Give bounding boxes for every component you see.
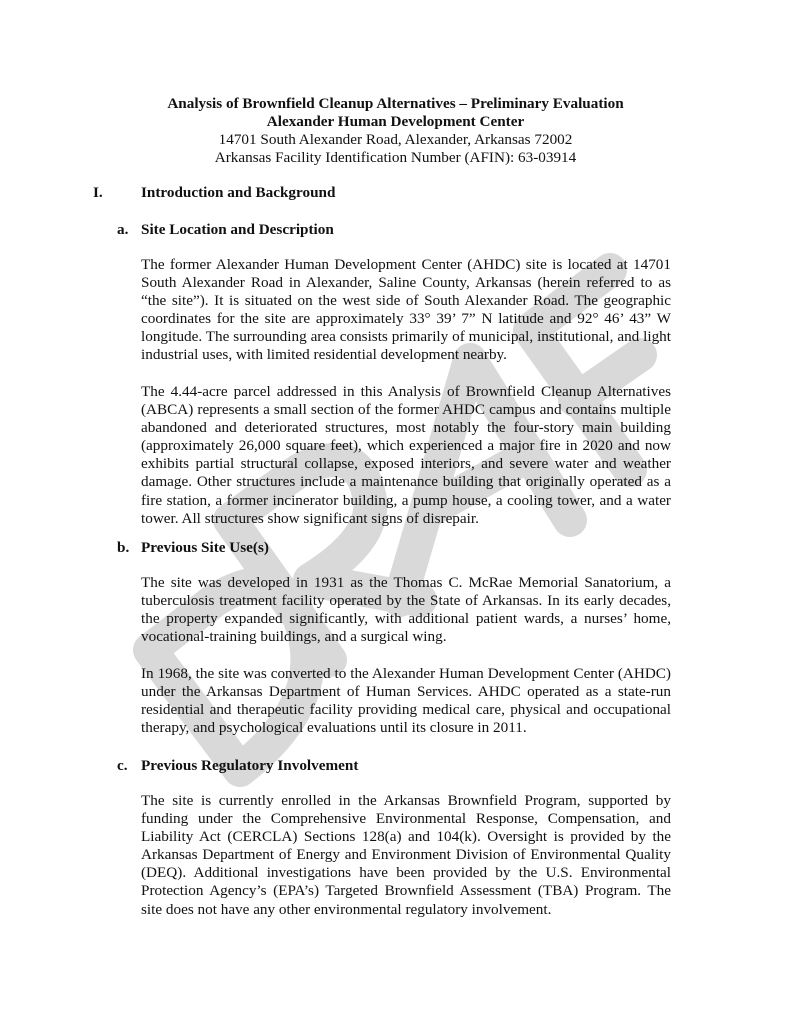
section-number: I. <box>93 184 103 201</box>
paragraph-site-description: The 4.44-acre parcel addressed in this Analysis of Brownfield Cleanup Alternatives (ABCA) represents a small section of the former AHDC campus and contains multiple abandoned and deteriorated structures, most notably the four-story main building (approximately 26,000 square feet), which experienced a major fire in 2020 and now exhibits partial structural collapse, exposed interiors, and severe water and weather damage. Other structures include a maintenance building that originally operated as a fire station, a former incinerator building, a pump house, a cooling tower, and a water tower. All structures show significant signs of disrepair. <box>141 383 671 527</box>
document-title: Analysis of Brownfield Cleanup Alternatives – Preliminary Evaluation <box>167 95 624 112</box>
site-address: 14701 South Alexander Road, Alexander, Arkansas 72002 <box>218 131 573 148</box>
afin-number: Arkansas Facility Identification Number (AFIN): 63-03914 <box>214 149 577 166</box>
paragraph-site-location: The former Alexander Human Development Center (AHDC) site is located at 14701 South Alexander Road in Alexander, Saline County, Arkansas (herein referred to as “the site”). It is situated on the west side of South Alexander Road. The geographic coordinates for the site are approximately 33° 39’ 7” N latitude and 92° 46’ 43” W longitude. The surrounding area consists primarily of municipal, institutional, and light industrial uses, with limited residential development nearby. <box>141 256 671 364</box>
paragraph-ahdc-history: In 1968, the site was converted to the Alexander Human Development Center (AHDC) under the Arkansas Department of Human Services. AHDC operated as a state-run residential and therapeutic facility providing medical care, physical and occupational therapy, and psychological evaluations until its closure in 2011. <box>141 665 671 737</box>
subsection-c-title: Previous Regulatory Involvement <box>141 757 359 774</box>
subsection-b-letter: b. <box>117 539 130 556</box>
subsection-b-title: Previous Site Use(s) <box>141 539 269 556</box>
subsection-c-letter: c. <box>117 757 128 774</box>
document-subtitle: Alexander Human Development Center <box>266 113 525 130</box>
subsection-a-letter: a. <box>117 221 129 238</box>
section-title: Introduction and Background <box>141 184 336 201</box>
subsection-a-title: Site Location and Description <box>141 221 334 238</box>
paragraph-sanatorium-history: The site was developed in 1931 as the Thomas C. McRae Memorial Sanatorium, a tuberculosis treatment facility operated by the State of Arkansas. In its early decades, the property expanded significantly, with additional patient wards, a nurses’ home, vocational-training buildings, and a surgical wing. <box>141 574 671 646</box>
paragraph-regulatory-involvement: The site is currently enrolled in the Arkansas Brownfield Program, supported by funding under the Comprehensive Environmental Response, Compensation, and Liability Act (CERCLA) Sections 128(a) and 104(k). Oversight is provided by the Arkansas Department of Energy and Environment Division of Environmental Quality (DEQ). Additional investigations have been provided by the U.S. Environmental Protection Agency’s (EPA’s) Targeted Brownfield Assessment (TBA) Program. The site does not have any other environmental regulatory involvement. <box>141 792 671 918</box>
